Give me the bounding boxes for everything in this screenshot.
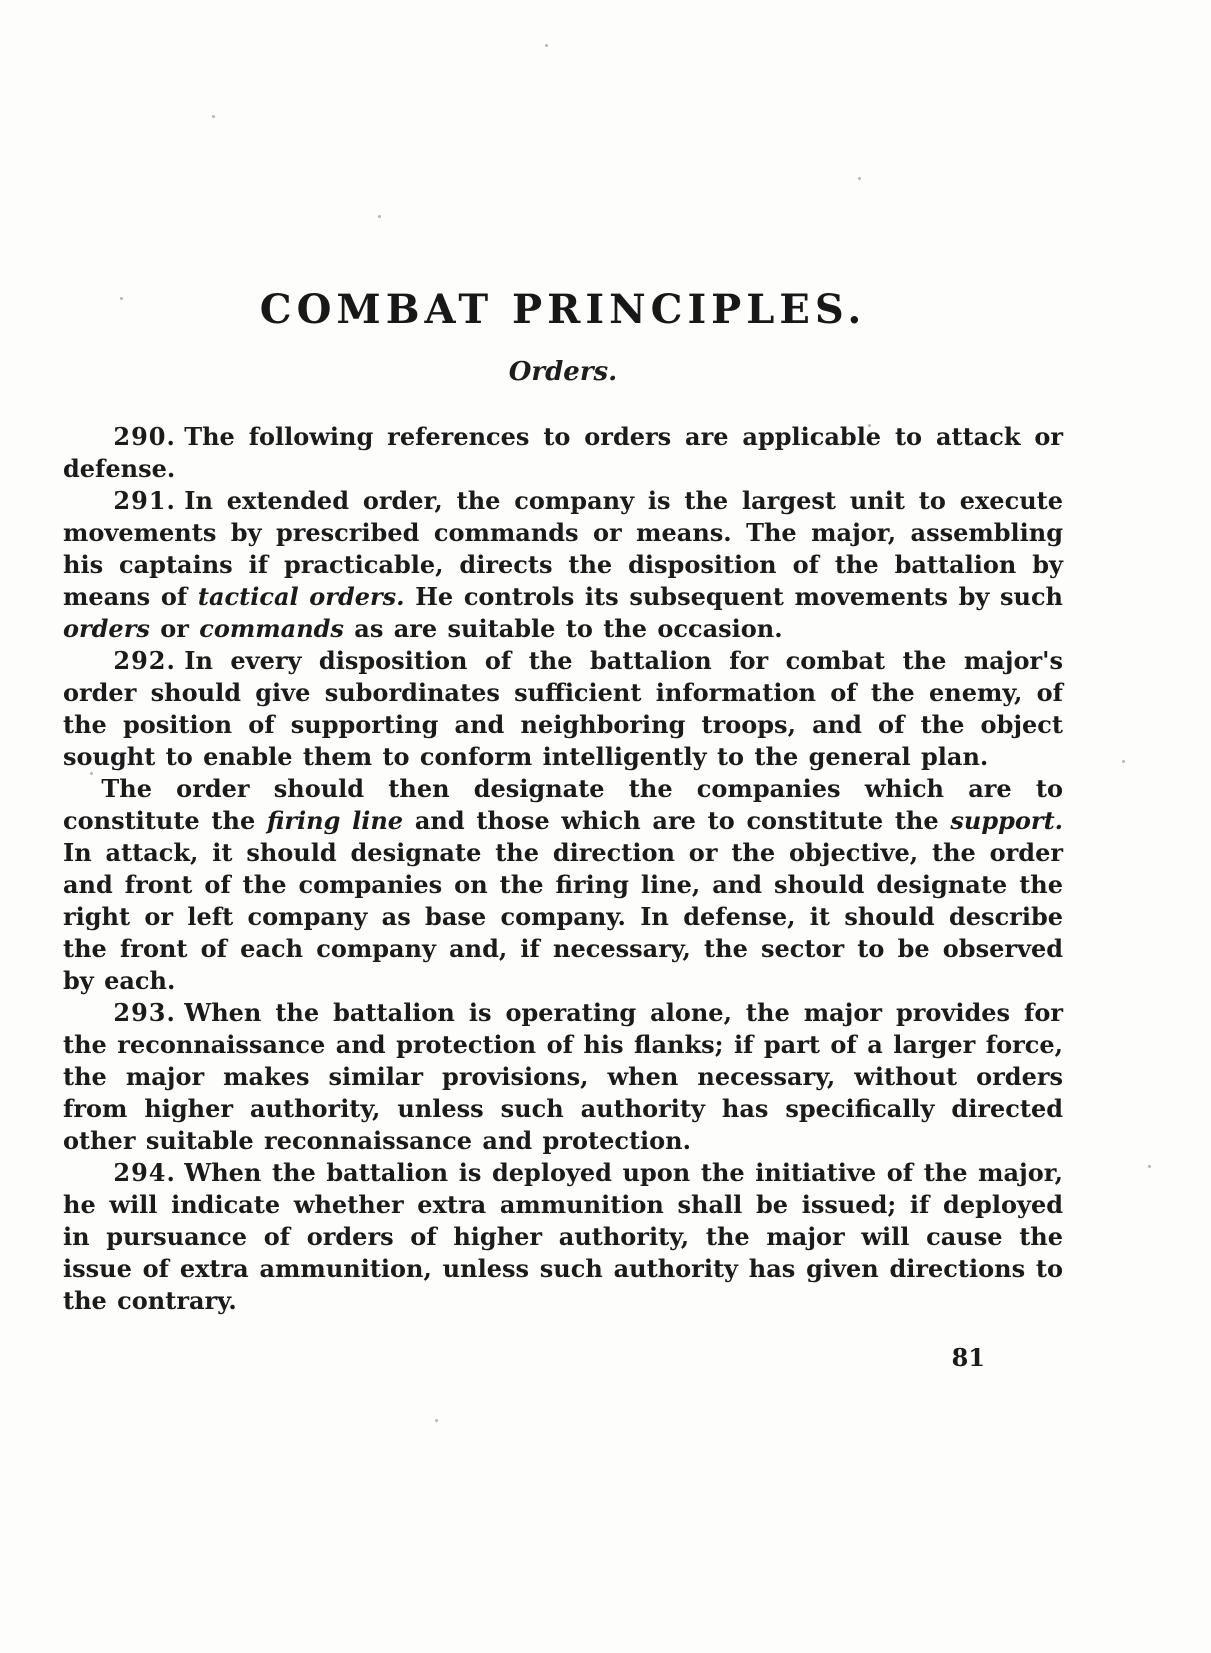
- text-run-italic: tactical orders.: [197, 582, 405, 611]
- text-run: In extended order, the company is the largest unit to execute movements by prescribed commands or means. The major, assembling his captains if practicable, directs the disposition of the battalion by means of: [63, 486, 1063, 611]
- paragraph-294: [63, 1157, 1063, 1317]
- text-run: The following references to orders are applicable to attack or defense.: [63, 422, 1063, 483]
- paragraph-number: 290.: [113, 422, 176, 451]
- text-run: or: [149, 614, 200, 643]
- paragraph-292-continued: [63, 773, 1063, 997]
- scan-speck: [435, 1419, 438, 1422]
- paragraph-290: [63, 421, 1063, 485]
- text-run: When the battalion is deployed upon the initiative of the major, he will indicate whether extra ammunition shall be issued; if deployed in pursuance of orders of higher authority, the major will cause the issue of extra ammunition, unless such authority has given directions to the contrary.: [63, 1158, 1063, 1315]
- scan-speck: [378, 215, 381, 218]
- paragraph-292: [63, 645, 1063, 773]
- scan-speck: [1148, 1165, 1151, 1168]
- body-text: [63, 421, 1063, 1317]
- text-run: In every disposition of the battalion for combat the major's order should give subordinates sufficient information of the enemy, of the position of supporting and neighboring troops, and of the object sought to enable them to conform intelligently to the general plan.: [63, 646, 1063, 771]
- page-number: 81: [951, 1343, 985, 1372]
- scan-speck: [212, 115, 215, 118]
- paragraph-293: [63, 997, 1063, 1157]
- page-title: COMBAT PRINCIPLES.: [259, 286, 867, 333]
- paragraph-number: 292.: [113, 646, 176, 675]
- paragraph-number: 291.: [113, 486, 176, 515]
- text-run-italic: commands: [199, 614, 344, 643]
- text-run-italic: firing line: [266, 806, 404, 835]
- text-run: as are suitable to the occasion.: [343, 614, 783, 643]
- paragraph-number: 294.: [113, 1158, 176, 1187]
- text-run-italic: support.: [950, 806, 1064, 835]
- text-run: In attack, it should designate the direction or the objective, the order and front of the companies on the firing line, and should designate the right or left company as base company. In defense, it should describe the front of each company and, if necessary, the sector to be observed by each.: [63, 838, 1063, 995]
- text-run-italic: orders: [63, 614, 150, 643]
- scan-speck: [858, 177, 861, 180]
- text-run: He controls its subsequent movements by such: [404, 582, 1064, 611]
- text-run: The order should then designate the companies which are to constitute the: [63, 774, 1063, 835]
- text-run: When the battalion is operating alone, the major provides for the reconnaissance and protection of his flanks; if part of a larger force, the major makes similar provisions, when necessary, without orders from higher authority, unless such authority has specifically directed other suitable reconnaissance and protection.: [63, 998, 1063, 1155]
- scan-speck: [545, 44, 548, 47]
- text-block: [63, 286, 1063, 1372]
- text-run: and those which are to constitute the: [403, 806, 951, 835]
- section-heading-orders: Orders.: [508, 357, 618, 387]
- paragraph-291: [63, 485, 1063, 645]
- scan-speck: [1122, 760, 1125, 763]
- paragraph-number: 293.: [113, 998, 176, 1027]
